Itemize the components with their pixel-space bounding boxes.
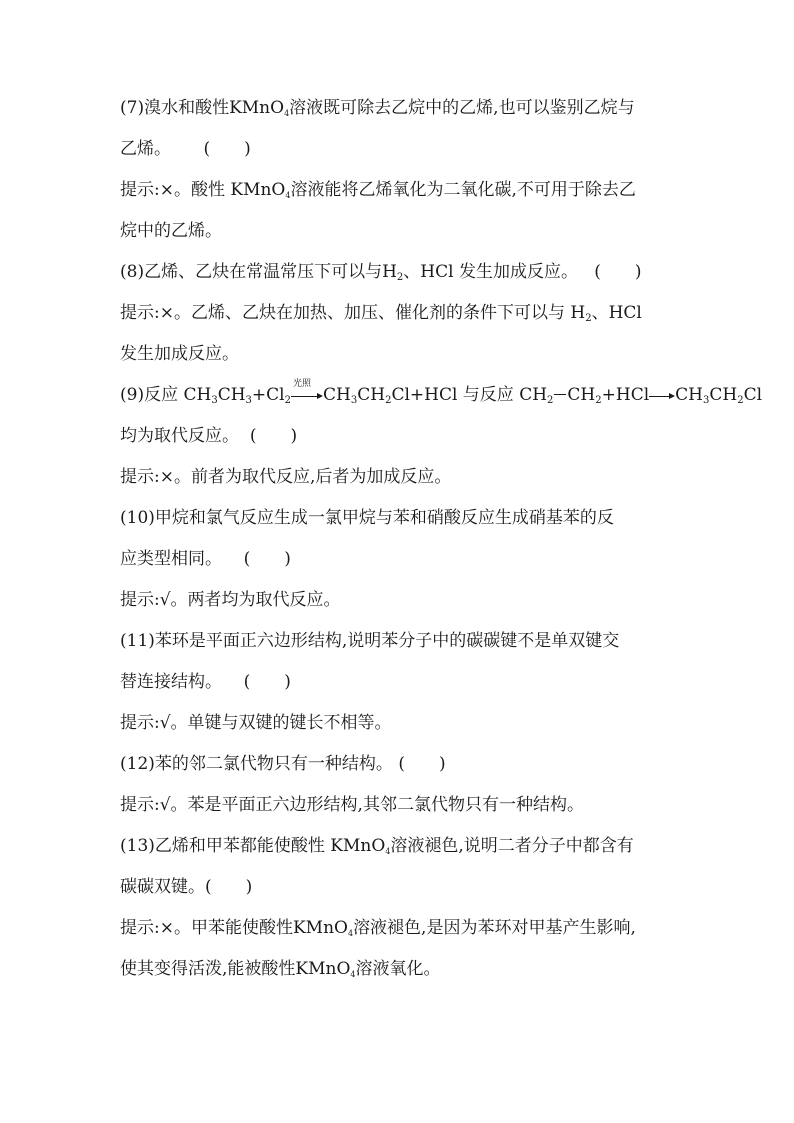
q9-text: Cl+HCl 与反应 CH [391,385,548,405]
answer-13-line-1 [120,918,680,938]
answer-7-line-2 [120,221,680,241]
q9-text: CH [567,385,596,405]
subscript: 4 [350,970,356,979]
q7-text-b: 溶液既可除去乙烷中的乙烯,也可以鉴别乙烷与 [289,98,635,118]
a13-text-b: 溶液褪色,是因为苯环对甲基产生影响, [353,918,636,938]
question-11-line-2 [120,672,680,692]
subscript: 4 [385,847,391,856]
subscript: 3 [245,395,252,406]
question-12 [120,754,680,774]
subscript: 4 [284,109,290,118]
answer-blank: ( ) [594,262,642,282]
a8-text-line2: 发生加成反应。 [120,344,239,364]
subscript: 3 [350,395,358,406]
double-bond-icon [554,394,566,395]
q13-text-a: (13)乙烯和甲苯都能使酸性 KMnO [120,836,386,856]
question-10-line-1 [120,508,680,528]
q9-text: +HCl [601,385,650,405]
subscript: 2 [396,272,404,283]
answer-blank: ( ) [243,549,291,569]
answer-9 [120,467,680,487]
arrow-condition-label: 光照 [293,379,312,389]
question-9-line-2 [120,426,680,446]
a7-text-b: 溶液能将乙烯氧化为二氧化碳,不可用于除去乙 [290,180,636,200]
answer-blank: ( ) [205,877,253,897]
subscript: 2 [737,395,744,406]
answer-blank: ( ) [203,139,251,159]
a12-text: 提示:√。苯是平面正六边形结构,其邻二氯代物只有一种结构。 [120,795,584,815]
q9-text: CH [709,385,738,405]
q11-text-line2: 替连接结构。 [120,672,222,692]
answer-10 [120,590,680,610]
question-11-line-1 [120,631,680,651]
subscript: 2 [385,395,392,406]
question-7-line-1 [120,98,680,118]
question-8-line-1 [120,262,680,282]
a10-text: 提示:√。两者均为取代反应。 [120,590,341,610]
q13-text-b: 溶液褪色,说明二者分子中都含有 [390,836,634,856]
subscript: 4 [285,191,291,200]
question-7-line-2 [120,139,680,159]
subscript: 4 [347,929,354,938]
subscript: 2 [284,395,291,406]
subscript: 2 [547,395,554,406]
q9-text: CH [675,385,703,405]
answer-11 [120,713,680,733]
q7-text-a: (7)溴水和酸性KMnO [120,98,285,118]
q12-text: (12)苯的邻二氯代物只有一种结构。 [120,754,393,774]
a7-text-a: 提示:×。酸性 KMnO [120,180,286,200]
q9-text: +Cl [251,385,285,405]
a13-text-c: 使其变得活泼,能被酸性KMnO [120,959,351,979]
q9-text-line2: 均为取代反应。 [120,426,239,446]
q11-text-line1: (11)苯环是平面正六边形结构,说明苯分子中的碳碳键不是单双键交 [120,631,620,651]
a13-text-d: 溶液氧化。 [355,959,441,979]
answer-blank: ( ) [243,672,291,692]
a8-text-b: 、HCl [591,303,642,323]
q7-text-line2: 乙烯。 [120,139,171,159]
q9-text: Cl [743,385,763,405]
answer-12 [120,795,680,815]
answer-8-line-2 [120,344,680,364]
a9-text: 提示:×。前者为取代反应,后者为加成反应。 [120,467,452,487]
a13-text-a: 提示:×。甲苯能使酸性KMnO [120,918,348,938]
answer-blank: ( ) [249,426,298,446]
q9-text: CH [323,385,351,405]
q8-text-b: 、HCl 发生加成反应。 [403,262,578,282]
subscript: 3 [703,395,710,406]
q9-text: CH [217,385,246,405]
q13-text-line2: 碳碳双键。 [120,877,205,897]
answer-7-line-1 [120,180,680,200]
subscript: 3 [211,395,218,406]
q9-text: CH [357,385,386,405]
question-13-line-2 [120,877,680,897]
answer-8-line-1 [120,303,680,323]
subscript: 2 [585,313,592,324]
a8-text-a: 提示:×。乙烯、乙炔在加热、加压、催化剂的条件下可以与 H [120,303,586,323]
answer-13-line-2 [120,959,680,979]
reaction-arrow-icon [649,385,675,405]
a7-text-line2: 烷中的乙烯。 [120,221,222,241]
question-13-line-1 [120,836,680,856]
reaction-arrow-icon [291,379,323,405]
question-10-line-2 [120,549,680,569]
subscript: 2 [595,395,602,406]
document-page [120,98,763,979]
question-9-line-1 [120,379,763,406]
q8-text-a: (8)乙烯、乙炔在常温常压下可以与H [120,262,397,282]
q10-text-line2: 应类型相同。 [120,549,222,569]
answer-blank: ( ) [398,754,446,774]
q9-text: (9)反应 CH [120,385,212,405]
a11-text: 提示:√。单键与双键的键长不相等。 [120,713,392,733]
q10-text-line1: (10)甲烷和氯气反应生成一氯甲烷与苯和硝酸反应生成硝基苯的反 [120,508,614,528]
